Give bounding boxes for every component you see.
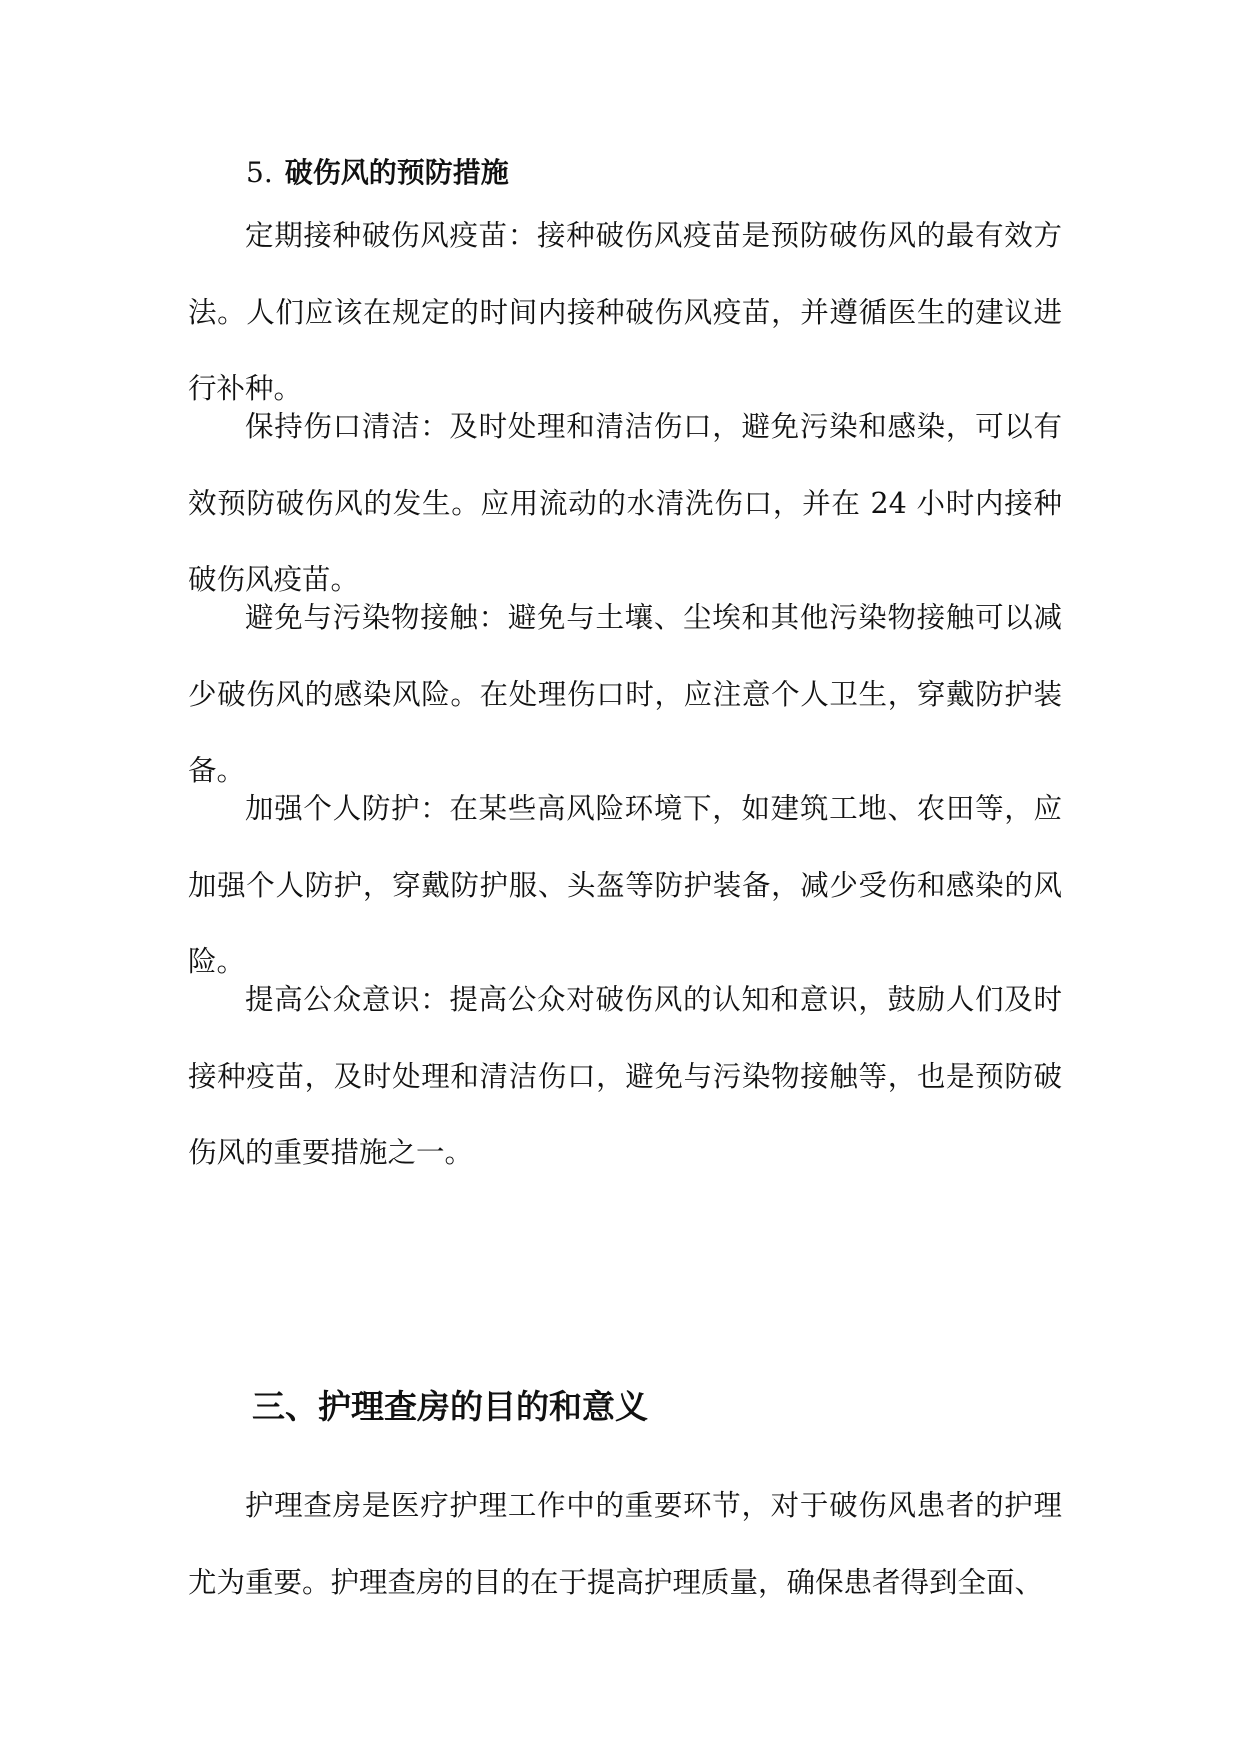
paragraph-vaccination: 定期接种破伤风疫苗：接种破伤风疫苗是预防破伤风的最有效方法。人们应该在规定的时间内接种破伤风疫苗，并遵循医生的建议进行补种。 (188, 219, 1062, 405)
paragraph-public-awareness: 提高公众意识：提高公众对破伤风的认知和意识，鼓励人们及时接种疫苗，及时处理和清洁伤口，避免与污染物接触等，也是预防破伤风的重要措施之一。 (188, 983, 1062, 1169)
paragraph-avoid-contaminants: 避免与污染物接触：避免与土壤、尘埃和其他污染物接触可以减少破伤风的感染风险。在处理伤口时，应注意个人卫生，穿戴防护装备。 (188, 601, 1062, 787)
section-3-heading: 三、护理查房的目的和意义 (252, 1387, 648, 1426)
paragraph-nursing-rounds: 护理查房是医疗护理工作中的重要环节，对于破伤风患者的护理尤为重要。护理查房的目的在于提高护理质量，确保患者得到全面、 (188, 1489, 1062, 1599)
section-5-title: 破伤风的预防措施 (284, 156, 509, 189)
paragraph-wound-cleaning: 保持伤口清洁：及时处理和清洁伤口，避免污染和感染，可以有效预防破伤风的发生。应用流动的水清洗伤口，并在 24 小时内接种破伤风疫苗。 (188, 410, 1062, 596)
paragraph-personal-protection: 加强个人防护：在某些高风险环境下，如建筑工地、农田等，应加强个人防护，穿戴防护服、头盔等防护装备，减少受伤和感染的风险。 (188, 792, 1062, 978)
section-5-number: 5. (246, 156, 273, 189)
section-5-heading (246, 148, 509, 198)
